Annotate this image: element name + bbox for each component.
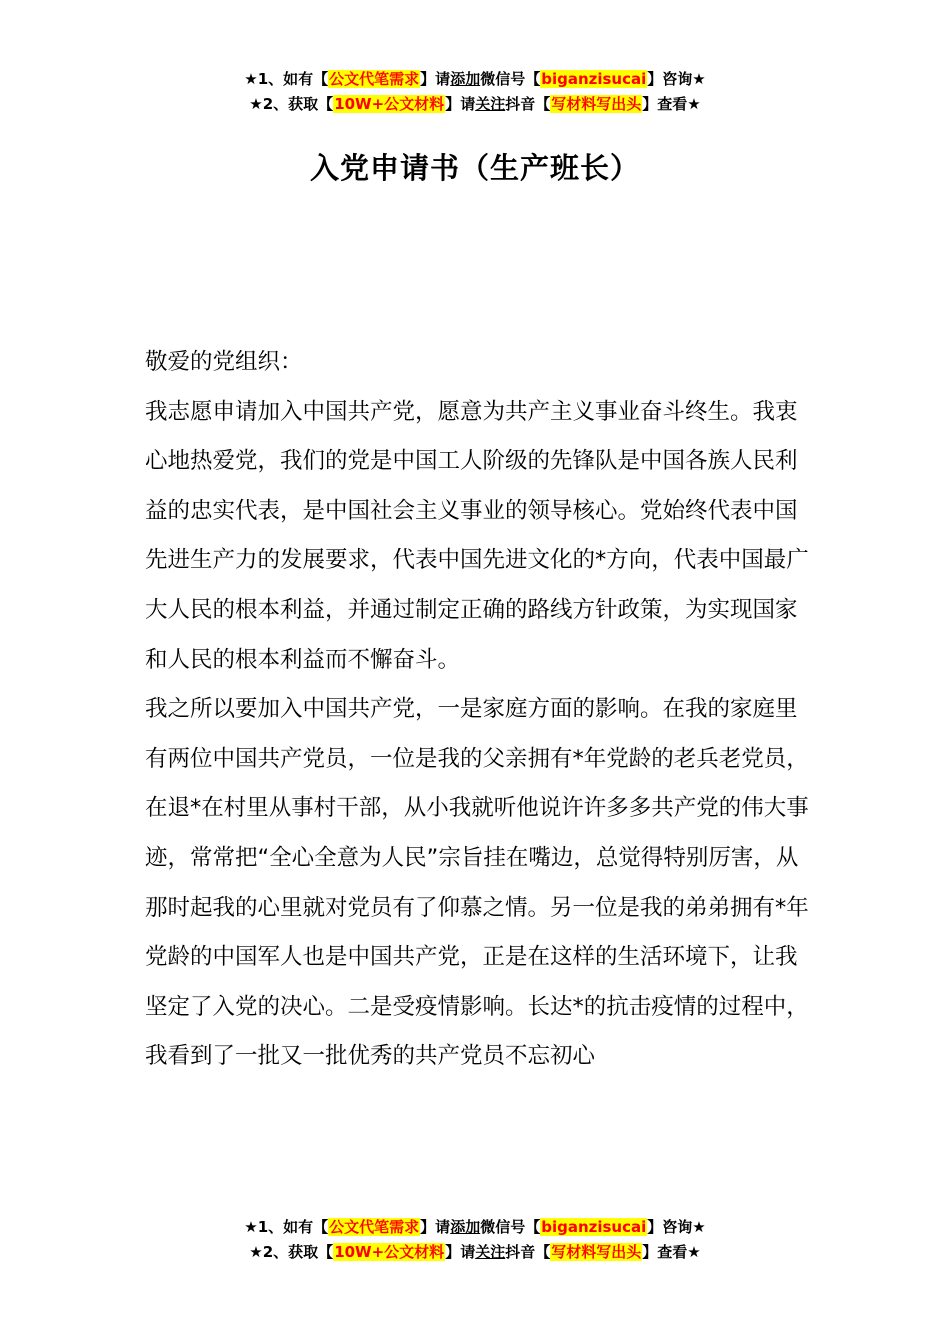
highlight-service: 公文代笔需求 [329, 1218, 420, 1236]
paragraph: 我志愿申请加入中国共产党，愿意为共产主义事业奋斗终生。我衷心地热爱党，我们的党是中国工人阶级的先锋队是中国各族人民利益的忠实代表，是中国社会主义事业的领导核心。党始终代表中国先进生产力的发展要求，代表中国先进文化的*方向，代表中国最广大人民的根本利益，并通过制定正确的路线方针政策，为实现国家和人民的根本利益而不懈奋斗。 [145, 398, 809, 673]
banner-line-2 [0, 92, 950, 117]
banner-emphasis: 添加 [450, 1218, 481, 1236]
banner-text: ★2、获取【 [249, 1243, 334, 1261]
banner-text: 抖音【 [505, 95, 551, 113]
banner-text: 抖音【 [505, 1243, 551, 1261]
paragraph: 我之所以要加入中国共产党，一是家庭方面的影响。在我的家庭里有两位中国共产党员，一位是我的父亲拥有*年党龄的老兵老党员，在退*在村里从事村干部，从小我就听他说许许多多共产党的伟大事迹，常常把“全心全意为人民”宗旨挂在嘴边，总觉得特别厉害，从那时起我的心里就对党员有了仰慕之情。另一位是我的弟弟拥有*年党龄的中国军人也是中国共产党，正是在这样的生活环境下，让我坚定了入党的决心。二是受疫情影响。长达*的抗击疫情的过程中，我看到了一批又一批优秀的共产党员不忘初心 [145, 696, 809, 1070]
banner-text: 】请 [445, 1243, 476, 1261]
banner-text: ★1、如有【 [244, 70, 329, 88]
highlight-wechat-id: biganzisucai [541, 70, 647, 88]
banner-line-1 [0, 67, 950, 92]
banner-text: 微信号【 [480, 70, 541, 88]
banner-text: 】请 [420, 1218, 451, 1236]
highlight-douyin-account: 写材料写出头 [551, 95, 642, 113]
banner-text: 】请 [445, 95, 476, 113]
highlight-douyin-account: 写材料写出头 [551, 1243, 642, 1261]
banner-emphasis: 关注 [475, 1243, 506, 1261]
banner-emphasis: 关注 [475, 95, 506, 113]
top-banner [0, 67, 950, 117]
bottom-banner [0, 1215, 950, 1265]
document-body [145, 338, 810, 1082]
banner-text: ★1、如有【 [244, 1218, 329, 1236]
banner-line-2 [0, 1240, 950, 1265]
page-title: 入党申请书（生产班长） [309, 151, 640, 185]
banner-line-1 [0, 1215, 950, 1240]
highlight-materials: 10W+公文材料 [334, 1243, 445, 1261]
highlight-materials: 10W+公文材料 [334, 95, 445, 113]
banner-text: ★2、获取【 [249, 95, 334, 113]
highlight-service: 公文代笔需求 [329, 70, 420, 88]
banner-text: 微信号【 [480, 1218, 541, 1236]
highlight-wechat-id: biganzisucai [541, 1218, 647, 1236]
banner-text: 】咨询★ [647, 1218, 706, 1236]
banner-text: 】咨询★ [647, 70, 706, 88]
banner-text: 】请 [420, 70, 451, 88]
salutation: 敬爱的党组织： [145, 349, 303, 375]
banner-text: 】查看★ [642, 1243, 701, 1261]
banner-emphasis: 添加 [450, 70, 481, 88]
banner-text: 】查看★ [642, 95, 701, 113]
